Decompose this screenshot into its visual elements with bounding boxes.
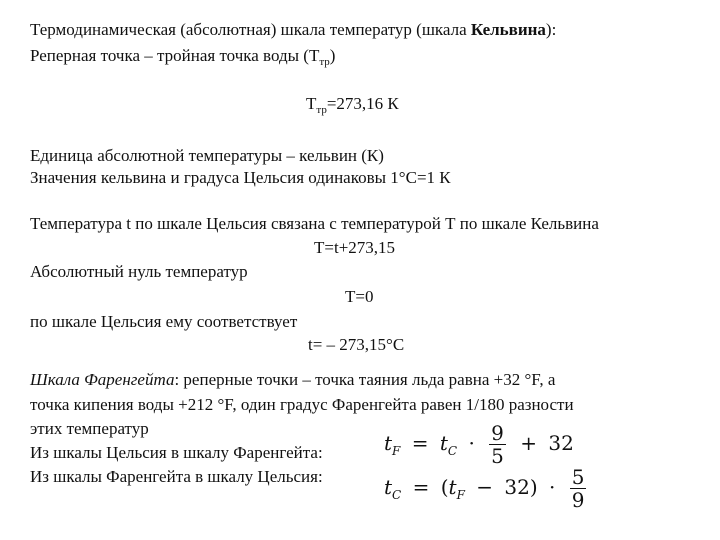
sub-F: F [392,444,401,458]
absolute-zero-kelvin: Т=0 [345,287,374,306]
text-line-10: по шкале Цельсия ему соответствует [30,312,298,331]
celsius-kelvin-relation: Т=t+273,15 [314,238,396,257]
fahrenheit-to-celsius-formula [384,466,589,511]
denominator: 9 [571,488,585,512]
text-line-15: Из шкалы Цельсия в шкалу Фаренгейта: [30,443,323,462]
text-line-12 [30,370,555,390]
denominator: 5 [491,444,504,468]
plus: + [520,431,538,455]
closing-paren: ) [329,46,336,65]
reference-point-text: Реперная точка – тройная точка воды (Т [30,46,320,65]
fraction-9-5 [489,422,506,467]
celsius-to-fahrenheit-formula [384,422,574,467]
numerator: 5 [571,465,585,489]
sub-F: F [456,488,465,502]
text-line-5: Значения кельвина и градуса Цельсия одинаковы 1°С=1 К [30,168,451,187]
sub-C: C [392,488,402,502]
var-t: t [448,475,457,499]
value-27316: =273,16 К [326,94,399,113]
fraction-5-9 [570,466,587,511]
close-paren: ) [529,475,538,499]
subscript-tr: тр [316,104,327,116]
text-line-16: Из шкалы Фаренгейта в шкалу Цельсия: [30,467,323,486]
text-line-8: Абсолютный нуль температур [30,262,248,281]
t-symbol: Т [306,94,317,113]
numerator: 9 [491,421,504,445]
var-t: t [439,431,448,455]
kelvin-scale-intro: Термодинамическая (абсолютная) шкала температур (шкала [30,20,471,39]
minus: − [476,475,494,499]
text-line-14: этих температур [30,419,149,438]
subscript-tr: тр [319,56,330,68]
open-paren: ( [440,475,449,499]
equals: = [411,431,429,455]
text-line-13: точка кипения воды +212 °F, один градус Фаренгейта равен 1/180 разности [30,395,574,414]
text-line-2 [30,46,335,66]
fahrenheit-reference-points: : реперные точки – точка таяния льда равна +32 °F, а [174,370,556,389]
multiply-dot: · [549,475,556,499]
sub-C: C [447,444,458,458]
text-line-4: Единица абсолютной температуры – кельвин (К) [30,146,384,165]
kelvin-bold: Кельвина [470,20,546,39]
triple-point-value [306,94,399,114]
var-t: t [384,431,393,455]
constant-32: 32 [504,475,530,499]
constant-32: 32 [548,431,574,455]
text-line-1 [30,20,556,40]
equals: = [412,475,430,499]
fahrenheit-scale-italic: Шкала Фаренгейта [30,370,175,389]
absolute-zero-celsius: t= – 273,15°С [308,335,405,354]
colon: ): [545,20,557,39]
multiply-dot: · [468,431,475,455]
text-line-6: Температура t по шкале Цельсия связана с температурой Т по шкале Кельвина [30,214,599,233]
var-t: t [384,475,393,499]
